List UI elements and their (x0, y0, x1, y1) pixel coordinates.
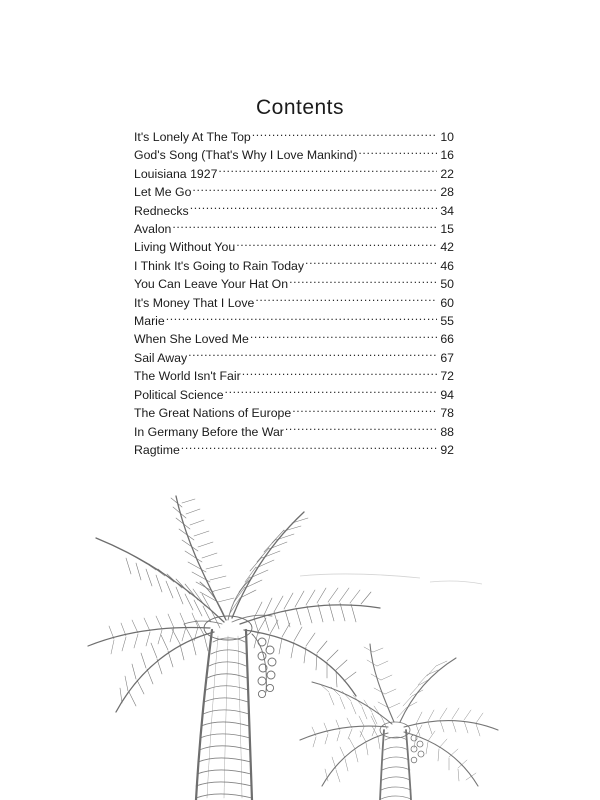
toc-entry-title: Rednecks (134, 203, 189, 218)
toc-entry-title: When She Loved Me (134, 332, 249, 347)
toc-leader-dots (190, 202, 437, 215)
toc-entry[interactable] (134, 367, 454, 385)
toc-entry-title: God's Song (That's Why I Love Mankind) (134, 148, 358, 163)
toc-entry-page: 22 (440, 166, 454, 181)
toc-leader-dots (255, 294, 437, 307)
toc-leader-dots (225, 386, 437, 399)
toc-entry-page: 55 (440, 314, 454, 329)
toc-entry-page: 66 (440, 332, 454, 347)
toc-entry-title: Louisiana 1927 (134, 166, 218, 181)
toc-entry[interactable] (134, 238, 454, 256)
page-title: Contents (255, 96, 345, 120)
toc-entry-page: 78 (440, 406, 454, 421)
toc-entry-title: The Great Nations of Europe (134, 406, 292, 421)
toc-entry-page: 94 (440, 387, 454, 402)
toc-entry-page: 72 (440, 369, 454, 384)
toc-leader-dots (252, 128, 437, 141)
toc-leader-dots (292, 404, 437, 417)
table-of-contents (134, 128, 454, 459)
toc-leader-dots (242, 367, 437, 380)
toc-leader-dots (305, 257, 437, 270)
toc-leader-dots (218, 165, 437, 178)
toc-entry-title: Avalon (134, 222, 172, 237)
toc-entry[interactable] (134, 183, 454, 201)
toc-entry-page: 15 (440, 222, 454, 237)
toc-entry-page: 16 (440, 148, 454, 163)
palm-trees-engraving (0, 430, 600, 800)
toc-entry-page: 92 (440, 442, 454, 457)
toc-entry-title: I Think It's Going to Rain Today (134, 258, 305, 273)
toc-entry[interactable] (134, 294, 454, 312)
toc-entry[interactable] (134, 165, 454, 183)
toc-entry-title: Ragtime (134, 442, 180, 457)
toc-entry-page: 60 (440, 295, 454, 310)
toc-entry-page: 34 (440, 203, 454, 218)
toc-entry[interactable] (134, 330, 454, 348)
toc-entry-page: 46 (440, 258, 454, 273)
toc-leader-dots (250, 330, 437, 343)
toc-entry-title: It's Lonely At The Top (134, 130, 251, 144)
toc-leader-dots (358, 146, 437, 159)
toc-entry-page: 50 (440, 277, 454, 292)
toc-entry-title: You Can Leave Your Hat On (134, 277, 289, 292)
toc-entry-title: Political Science (134, 387, 224, 402)
toc-entry[interactable] (134, 312, 454, 330)
toc-leader-dots (236, 238, 437, 251)
toc-entry[interactable] (134, 275, 454, 293)
toc-entry-page: 67 (440, 350, 454, 365)
toc-entry-title: Sail Away (134, 350, 188, 365)
toc-entry[interactable] (134, 146, 454, 164)
toc-leader-dots (166, 312, 437, 325)
toc-entry-page: 42 (440, 240, 454, 255)
toc-entry[interactable] (134, 202, 454, 220)
toc-entry-title: Living Without You (134, 240, 236, 255)
toc-leader-dots (289, 275, 437, 288)
toc-entry-title: It's Money That I Love (134, 295, 255, 310)
toc-entry-title: Let Me Go (134, 185, 192, 200)
toc-entry[interactable] (134, 386, 454, 404)
toc-leader-dots (192, 183, 437, 196)
toc-entry-page: 10 (440, 130, 454, 144)
toc-entry-title: In Germany Before the War (134, 424, 284, 439)
toc-entry-page: 88 (440, 424, 454, 439)
toc-entry[interactable] (134, 404, 454, 422)
toc-entry[interactable] (134, 349, 454, 367)
toc-entry-title: Marie (134, 314, 165, 329)
toc-entry[interactable] (134, 128, 454, 146)
toc-entry-page: 28 (440, 185, 454, 200)
toc-entry-title: The World Isn't Fair (134, 369, 241, 384)
toc-leader-dots (172, 220, 437, 233)
toc-entry[interactable] (134, 257, 454, 275)
toc-entry[interactable] (134, 220, 454, 238)
toc-leader-dots (188, 349, 437, 362)
